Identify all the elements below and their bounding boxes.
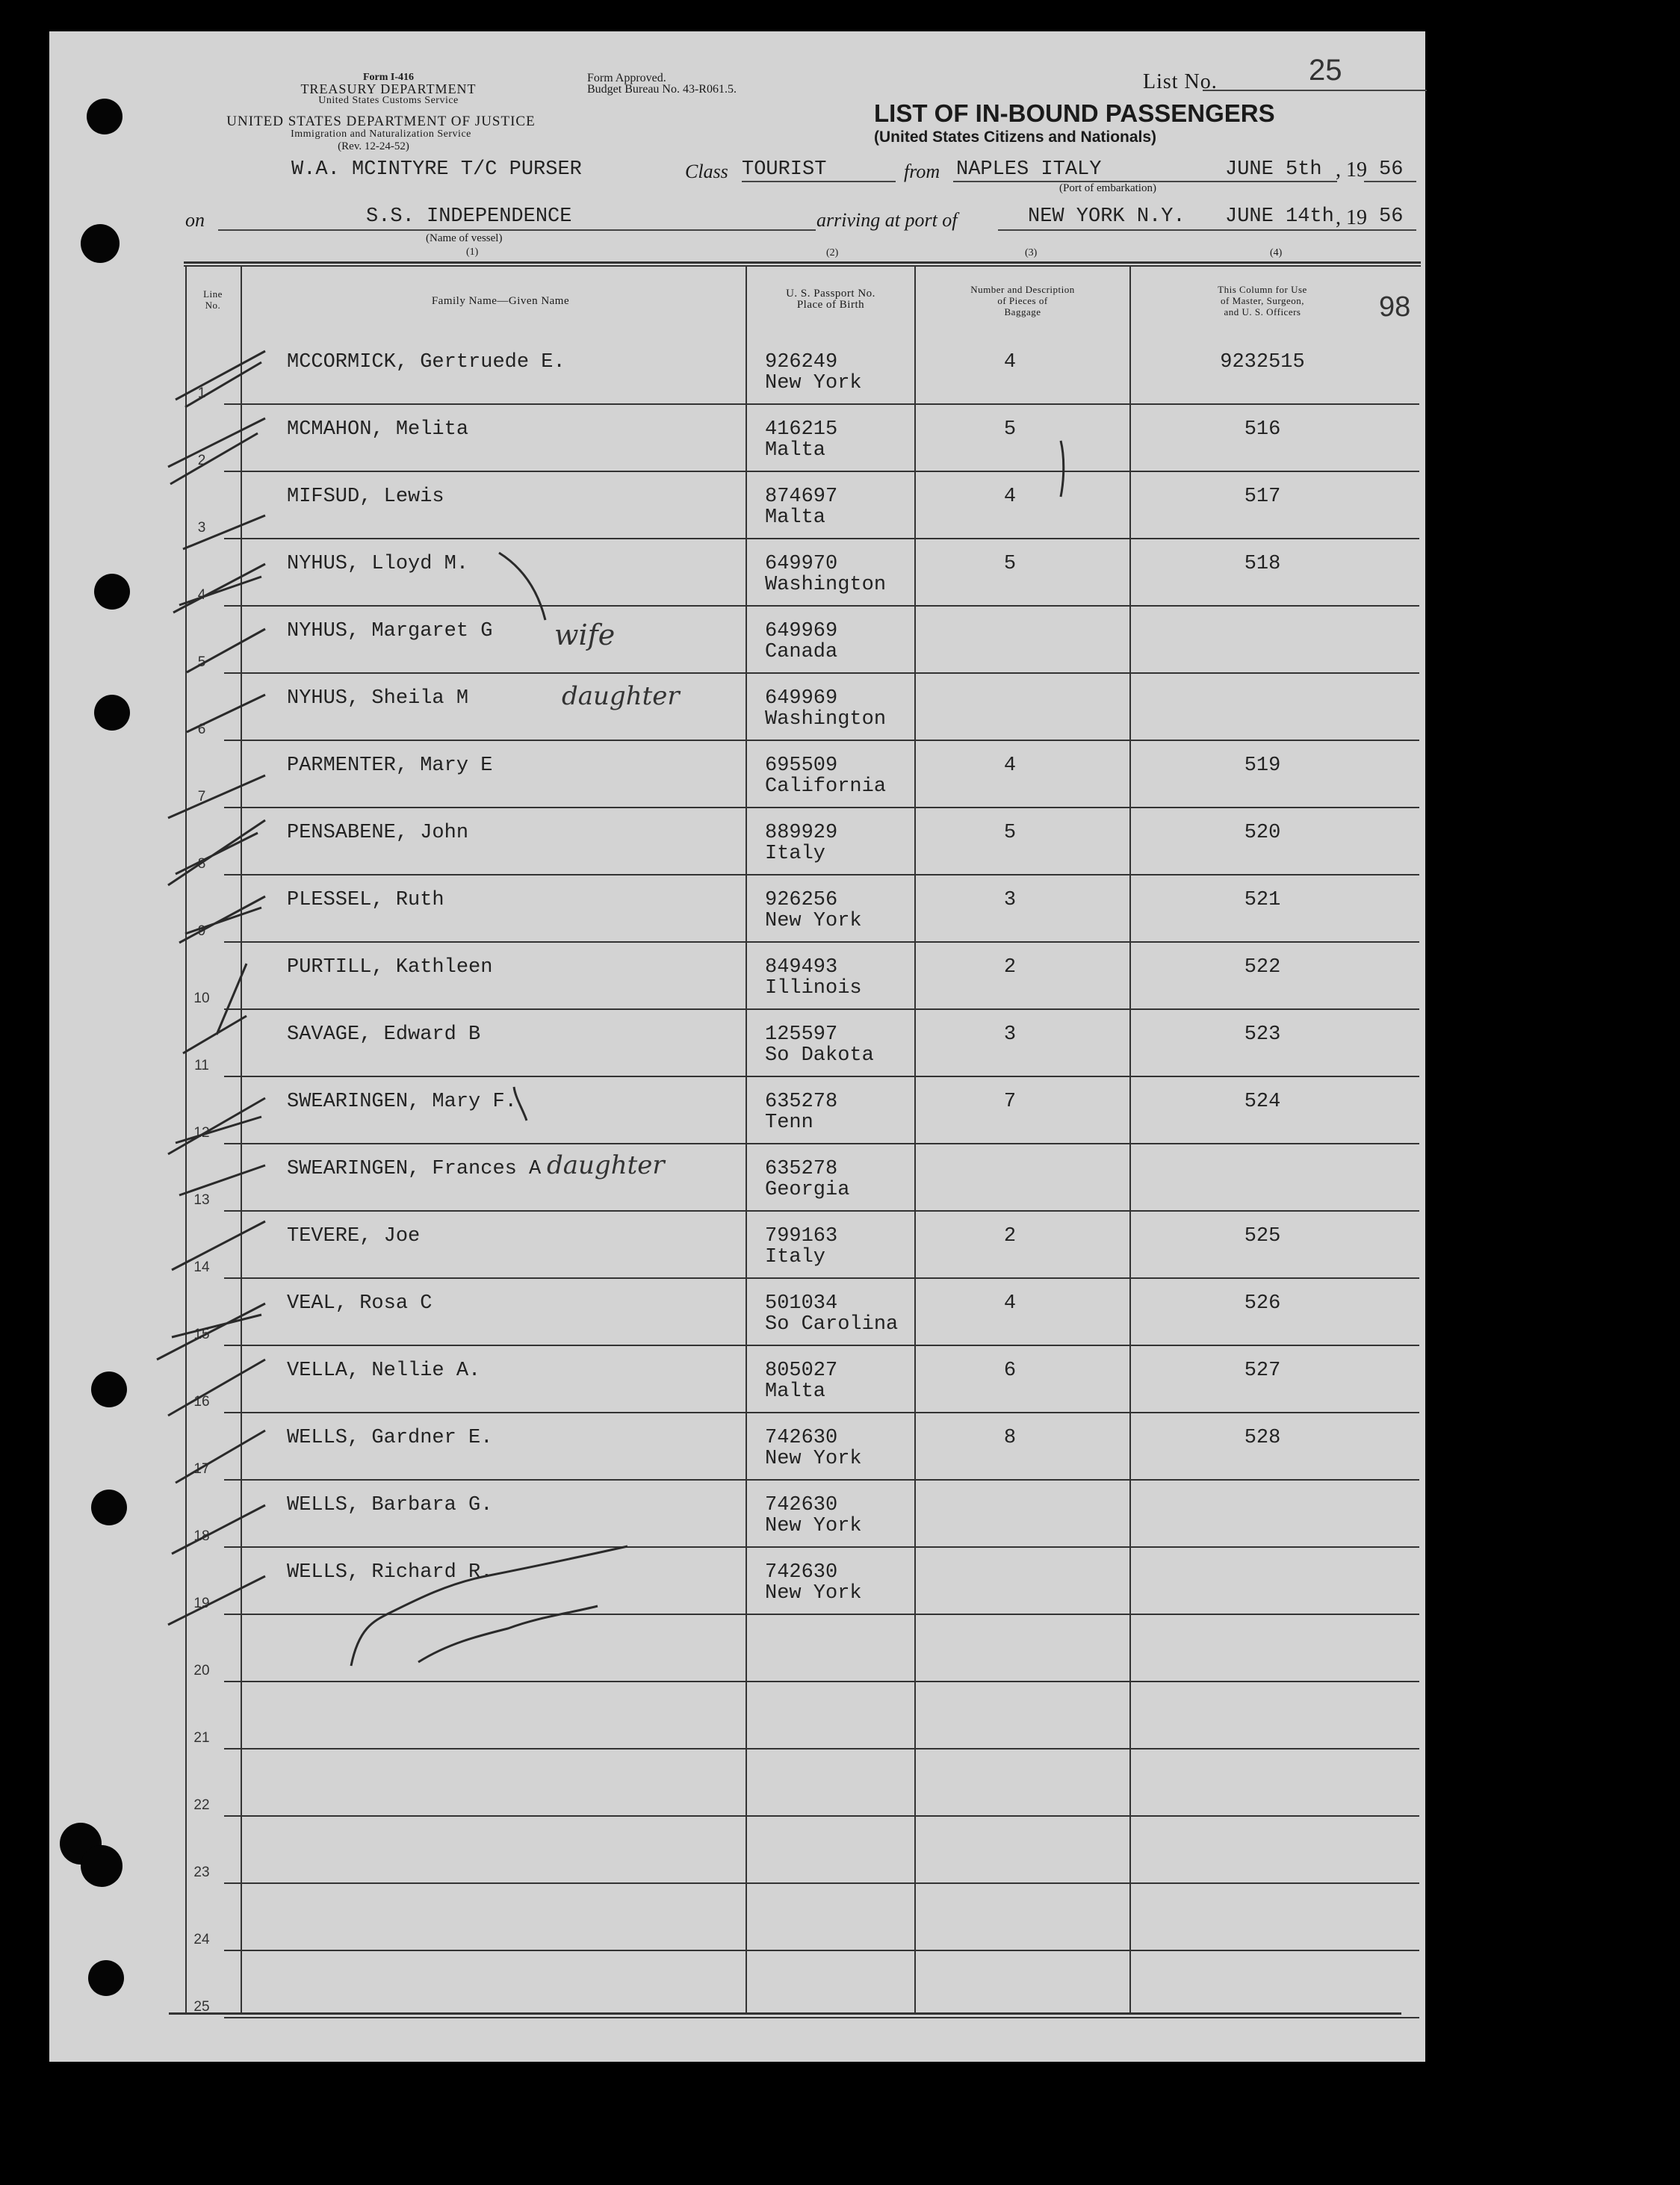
table-row: [241, 1950, 1421, 2017]
form-number: Form I-416: [362, 72, 415, 83]
passport-number: 742630: [765, 1561, 838, 1584]
class-value: TOURIST: [742, 158, 827, 181]
handwritten-daughter: daughter: [562, 681, 680, 711]
form-approved: Form Approved.: [587, 72, 666, 84]
line-number: 4: [197, 587, 206, 603]
table-row: [241, 1748, 1421, 1815]
place-of-birth: Washington: [765, 574, 887, 596]
passport-number: 874697: [765, 486, 838, 508]
line-number: 6: [197, 722, 206, 737]
immigration-service: Immigration and Naturalization Service: [291, 128, 471, 140]
passenger-name: MIFSUD, Lewis: [287, 486, 444, 508]
on-label: on: [185, 209, 205, 231]
passenger-name: SWEARINGEN, Mary F.: [287, 1091, 517, 1113]
place-of-birth: Tenn: [765, 1112, 813, 1134]
departure-date: JUNE 5th: [1225, 158, 1322, 181]
officer-number: 524: [1244, 1091, 1281, 1113]
line-number: 14: [193, 1259, 210, 1275]
list-number-label: List No.: [1143, 70, 1218, 93]
place-of-birth: So Carolina: [765, 1313, 899, 1336]
passport-number: 649969: [765, 620, 838, 642]
passenger-name: PARMENTER, Mary E: [287, 754, 493, 777]
form-subtitle: (United States Citizens and Nationals): [874, 128, 1157, 146]
passenger-name: SAVAGE, Edward B: [287, 1023, 481, 1046]
class-label: Class: [685, 161, 728, 182]
passenger-name: NYHUS, Margaret G: [287, 620, 493, 642]
passenger-name: MCMAHON, Melita: [287, 418, 469, 441]
officer-number: 522: [1244, 956, 1281, 979]
baggage-count: 4: [1003, 754, 1017, 777]
departure-year: 56: [1379, 158, 1404, 181]
header-line-no: Line No.: [203, 288, 223, 311]
passenger-name: PURTILL, Kathleen: [287, 956, 493, 979]
form-title: LIST OF IN-BOUND PASSENGERS: [874, 99, 1275, 127]
vessel-note: (Name of vessel): [426, 232, 503, 244]
passport-number: 501034: [765, 1292, 838, 1315]
officer-number: 518: [1244, 553, 1281, 575]
officer-number: 519: [1244, 754, 1281, 777]
baggage-count: 3: [1003, 889, 1017, 911]
embarkation-port: NAPLES ITALY: [956, 158, 1102, 181]
place-of-birth: California: [765, 775, 887, 798]
place-of-birth: New York: [765, 372, 862, 394]
column-number-3: (3): [1025, 247, 1038, 258]
table-top-border: [184, 261, 1421, 264]
passport-number: 416215: [765, 418, 838, 441]
purser-name: W.A. MCINTYRE T/C PURSER: [291, 158, 582, 181]
passport-number: 805027: [765, 1360, 838, 1382]
line-number: 13: [193, 1192, 210, 1208]
place-of-birth: Illinois: [765, 977, 862, 999]
baggage-count: 8: [1003, 1427, 1017, 1449]
officer-number: 528: [1244, 1427, 1281, 1449]
passport-number: 742630: [765, 1427, 838, 1449]
passenger-name: PLESSEL, Ruth: [287, 889, 444, 911]
place-of-birth: Malta: [765, 1380, 826, 1403]
passport-number: 649970: [765, 553, 838, 575]
passport-number: 635278: [765, 1091, 838, 1113]
department-justice: UNITED STATES DEPARTMENT OF JUSTICE: [226, 114, 536, 129]
line-number: 10: [193, 991, 210, 1006]
baggage-count: 7: [1003, 1091, 1017, 1113]
place-of-birth: Malta: [765, 439, 826, 462]
line-number: 8: [197, 856, 206, 872]
officer-number: 527: [1244, 1360, 1281, 1382]
line-number: 22: [193, 1797, 210, 1813]
baggage-count: 4: [1003, 486, 1017, 508]
header-passport: U. S. Passport No. Place of Birth: [786, 288, 875, 311]
line-number: 11: [194, 1058, 209, 1073]
line-number: 5: [197, 654, 206, 670]
department-treasury: TREASURY DEPARTMENT: [300, 81, 477, 96]
place-of-birth: Canada: [765, 641, 838, 663]
arrival-year: 56: [1379, 205, 1404, 228]
line-number: 7: [197, 789, 206, 805]
passenger-name: VEAL, Rosa C: [287, 1292, 433, 1315]
passport-number: 889929: [765, 822, 838, 844]
line-number: 24: [193, 1932, 210, 1947]
line-number: 3: [197, 520, 206, 536]
officer-number: 516: [1244, 418, 1281, 441]
passport-number: 849493: [765, 956, 838, 979]
budget-bureau: Budget Bureau No. 43-R061.5.: [587, 83, 737, 96]
officer-number: 523: [1244, 1023, 1281, 1046]
baggage-count: 5: [1003, 553, 1017, 575]
header-officers: This Column for Use of Master, Surgeon, and U. S. Officers: [1218, 284, 1307, 317]
officer-number: 526: [1244, 1292, 1281, 1315]
line-number: 16: [193, 1394, 210, 1410]
table-row: [241, 1681, 1421, 1748]
passport-number: 926256: [765, 889, 838, 911]
baggage-count: 2: [1003, 956, 1017, 979]
header-baggage: Number and Description of Pieces of Baggage: [970, 284, 1075, 317]
passenger-name: PENSABENE, John: [287, 822, 469, 844]
passenger-name: NYHUS, Lloyd M.: [287, 553, 469, 575]
passport-number: 799163: [765, 1225, 838, 1248]
passport-number: 926249: [765, 351, 838, 374]
line-number: 19: [193, 1596, 210, 1611]
line-number: 9: [197, 923, 206, 939]
customs-service: United States Customs Service: [318, 95, 459, 106]
column-number-1: (1): [466, 247, 479, 258]
baggage-count: 6: [1003, 1360, 1017, 1382]
place-of-birth: Italy: [765, 1246, 826, 1268]
handwritten-wife: wife: [554, 619, 616, 651]
line-number: 25: [193, 1999, 210, 2015]
baggage-count: 3: [1003, 1023, 1017, 1046]
baggage-count: 5: [1003, 418, 1017, 441]
line-number: 12: [193, 1125, 210, 1141]
place-of-birth: New York: [765, 910, 862, 932]
officers-column-note: 98: [1379, 291, 1411, 323]
passport-number: 125597: [765, 1023, 838, 1046]
line-number: 18: [193, 1528, 210, 1544]
line-number: 17: [193, 1461, 210, 1477]
baggage-count: 5: [1003, 822, 1017, 844]
table-row: [241, 1882, 1421, 1950]
handwritten-daughter: daughter: [547, 1150, 665, 1180]
arrival-year-prefix: , 19: [1336, 206, 1367, 229]
officer-number: 9232515: [1220, 351, 1305, 374]
place-of-birth: Georgia: [765, 1179, 850, 1201]
passenger-name: SWEARINGEN, Frances A: [287, 1158, 542, 1180]
arrival-date: JUNE 14th: [1225, 205, 1334, 228]
line-number: 21: [193, 1730, 210, 1746]
table-header-border: [184, 265, 1421, 267]
line-number: 23: [193, 1865, 210, 1880]
passport-number: 695509: [765, 754, 838, 777]
place-of-birth: New York: [765, 1515, 862, 1537]
place-of-birth: Washington: [765, 708, 887, 731]
from-label: from: [904, 161, 940, 182]
list-number-value: 25: [1309, 54, 1342, 87]
column-number-2: (2): [826, 247, 839, 258]
passport-number: 742630: [765, 1494, 838, 1516]
passenger-name: TEVERE, Joe: [287, 1225, 421, 1248]
embarkation-note: (Port of embarkation): [1059, 182, 1156, 194]
table-row: [241, 1815, 1421, 1882]
column-number-4: (4): [1270, 247, 1283, 258]
baggage-count: 2: [1003, 1225, 1017, 1248]
header-name: Family Name—Given Name: [431, 295, 570, 307]
table-row: [241, 1614, 1421, 1681]
line-number: 1: [197, 385, 206, 401]
place-of-birth: So Dakota: [765, 1044, 874, 1067]
vessel-name: S.S. INDEPENDENCE: [366, 205, 572, 228]
place-of-birth: Italy: [765, 843, 826, 865]
passport-number: 649969: [765, 687, 838, 710]
officer-number: 525: [1244, 1225, 1281, 1248]
passenger-name: VELLA, Nellie A.: [287, 1360, 481, 1382]
passenger-name: WELLS, Gardner E.: [287, 1427, 493, 1449]
line-number: 2: [197, 453, 206, 468]
place-of-birth: New York: [765, 1448, 862, 1470]
officer-number: 521: [1244, 889, 1281, 911]
passenger-name: MCCORMICK, Gertruede E.: [287, 351, 565, 374]
place-of-birth: New York: [765, 1582, 862, 1605]
passenger-name: WELLS, Barbara G.: [287, 1494, 493, 1516]
departure-year-prefix: , 19: [1336, 158, 1367, 182]
line-number: 15: [193, 1327, 210, 1342]
baggage-count: 4: [1003, 351, 1017, 374]
row-divider: [224, 2017, 1419, 2018]
passenger-name: WELLS, Richard R.: [287, 1561, 493, 1584]
passport-number: 635278: [765, 1158, 838, 1180]
place-of-birth: Malta: [765, 506, 826, 529]
baggage-count: 4: [1003, 1292, 1017, 1315]
arriving-label: arriving at port of: [816, 209, 958, 231]
passenger-name: NYHUS, Sheila M: [287, 687, 469, 710]
line-number: 20: [193, 1663, 210, 1679]
revision-date: (Rev. 12-24-52): [338, 140, 409, 152]
arrival-port: NEW YORK N.Y.: [1028, 205, 1185, 228]
officer-number: 517: [1244, 486, 1281, 508]
officer-number: 520: [1244, 822, 1281, 844]
